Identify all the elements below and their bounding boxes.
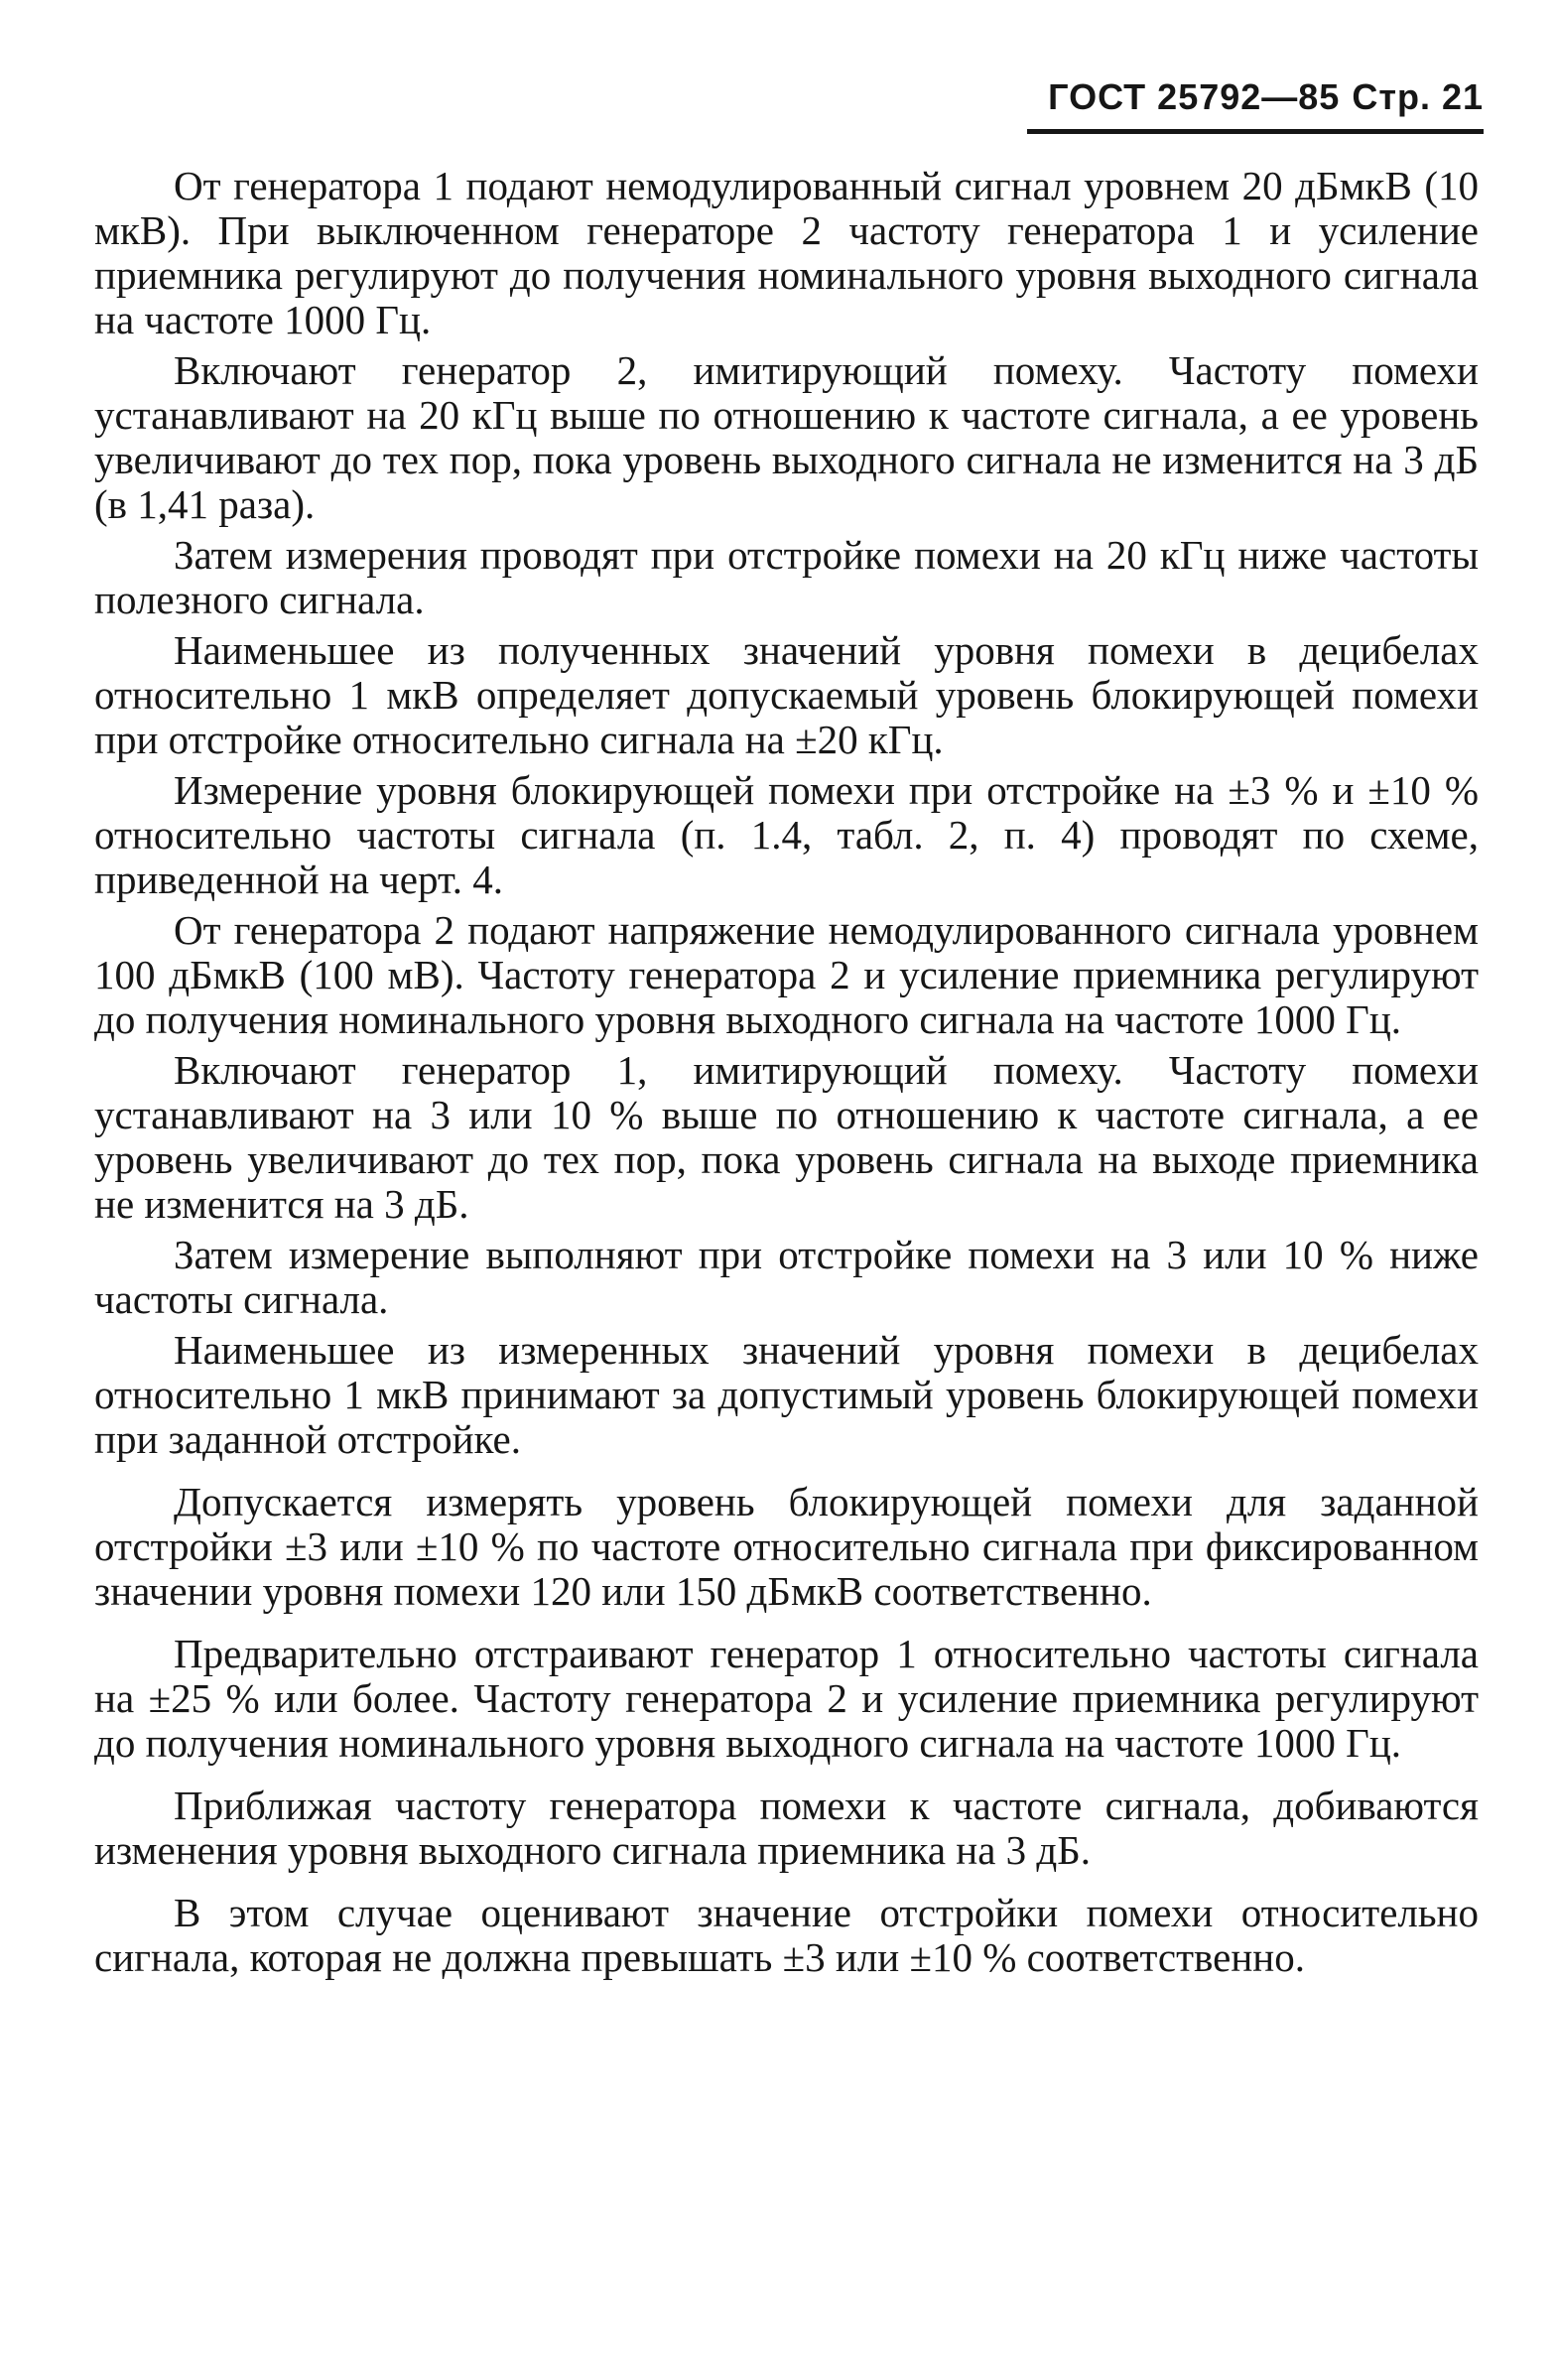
paragraph: Предварительно отстраивают генератор 1 относительно частоты сигнала на ±25 % или более. Частоту генератора 2 и усиление приемника регулируют до получения номинального уровня выходного сигнала на частоте 1000 Гц.: [94, 1631, 1479, 1766]
paragraph: В этом случае оценивают значение отстройки помехи относительно сигнала, которая не должна превышать ±3 или ±10 % соответственно.: [94, 1890, 1479, 1980]
paragraph: Приближая частоту генератора помехи к частоте сигнала, добиваются изменения уровня выходного сигнала приемника на 3 дБ.: [94, 1783, 1479, 1873]
document-body: [94, 164, 1479, 1980]
page-number: Стр. 21: [1352, 76, 1484, 117]
paragraph: Включают генератор 2, имитирующий помеху. Частоту помехи устанавливают на 20 кГц выше по отношению к частоте сигнала, а ее уровень увеличивают до тех пор, пока уровень выходного сигнала не изменится на 3 дБ (в 1,41 раза).: [94, 347, 1479, 527]
standard-designation: ГОСТ 25792—85: [1048, 76, 1341, 117]
paragraph: Измерение уровня блокирующей помехи при отстройке на ±3 % и ±10 % относительно частоты сигнала (п. 1.4, табл. 2, п. 4) проводят по схеме, приведенной на черт. 4.: [94, 767, 1479, 902]
paragraph: Затем измерение выполняют при отстройке помехи на 3 или 10 % ниже частоты сигнала.: [94, 1232, 1479, 1322]
paragraph: От генератора 1 подают немодулированный сигнал уровнем 20 дБмкВ (10 мкВ). При выключенном генераторе 2 частоту генератора 1 и усиление приемника регулируют до получения номинального уровня выходного сигнала на частоте 1000 Гц.: [94, 163, 1479, 342]
page-header: [1027, 72, 1484, 134]
paragraph: Включают генератор 1, имитирующий помеху. Частоту помехи устанавливают на 3 или 10 % выше по отношению к частоте сигнала, а ее уровень увеличивают до тех пор, пока уровень сигнала на выходе приемника не изменится на 3 дБ.: [94, 1047, 1479, 1227]
paragraph: Затем измерения проводят при отстройке помехи на 20 кГц ниже частоты полезного сигнала.: [94, 532, 1479, 622]
paragraph: Допускается измерять уровень блокирующей помехи для заданной отстройки ±3 или ±10 % по частоте относительно сигнала при фиксированном значении уровня помехи 120 или 150 дБмкВ соответственно.: [94, 1479, 1479, 1614]
paragraph: От генератора 2 подают напряжение немодулированного сигнала уровнем 100 дБмкВ (100 мВ). Частоту генератора 2 и усиление приемника регулируют до получения номинального уровня выходного сигнала на частоте 1000 Гц.: [94, 907, 1479, 1042]
paragraph: Наименьшее из измеренных значений уровня помехи в децибелах относительно 1 мкВ принимают за допустимый уровень блокирующей помехи при заданной отстройке.: [94, 1327, 1479, 1462]
paragraph: Наименьшее из полученных значений уровня помехи в децибелах относительно 1 мкВ определяет допускаемый уровень блокирующей помехи при отстройке относительно сигнала на ±20 кГц.: [94, 627, 1479, 762]
